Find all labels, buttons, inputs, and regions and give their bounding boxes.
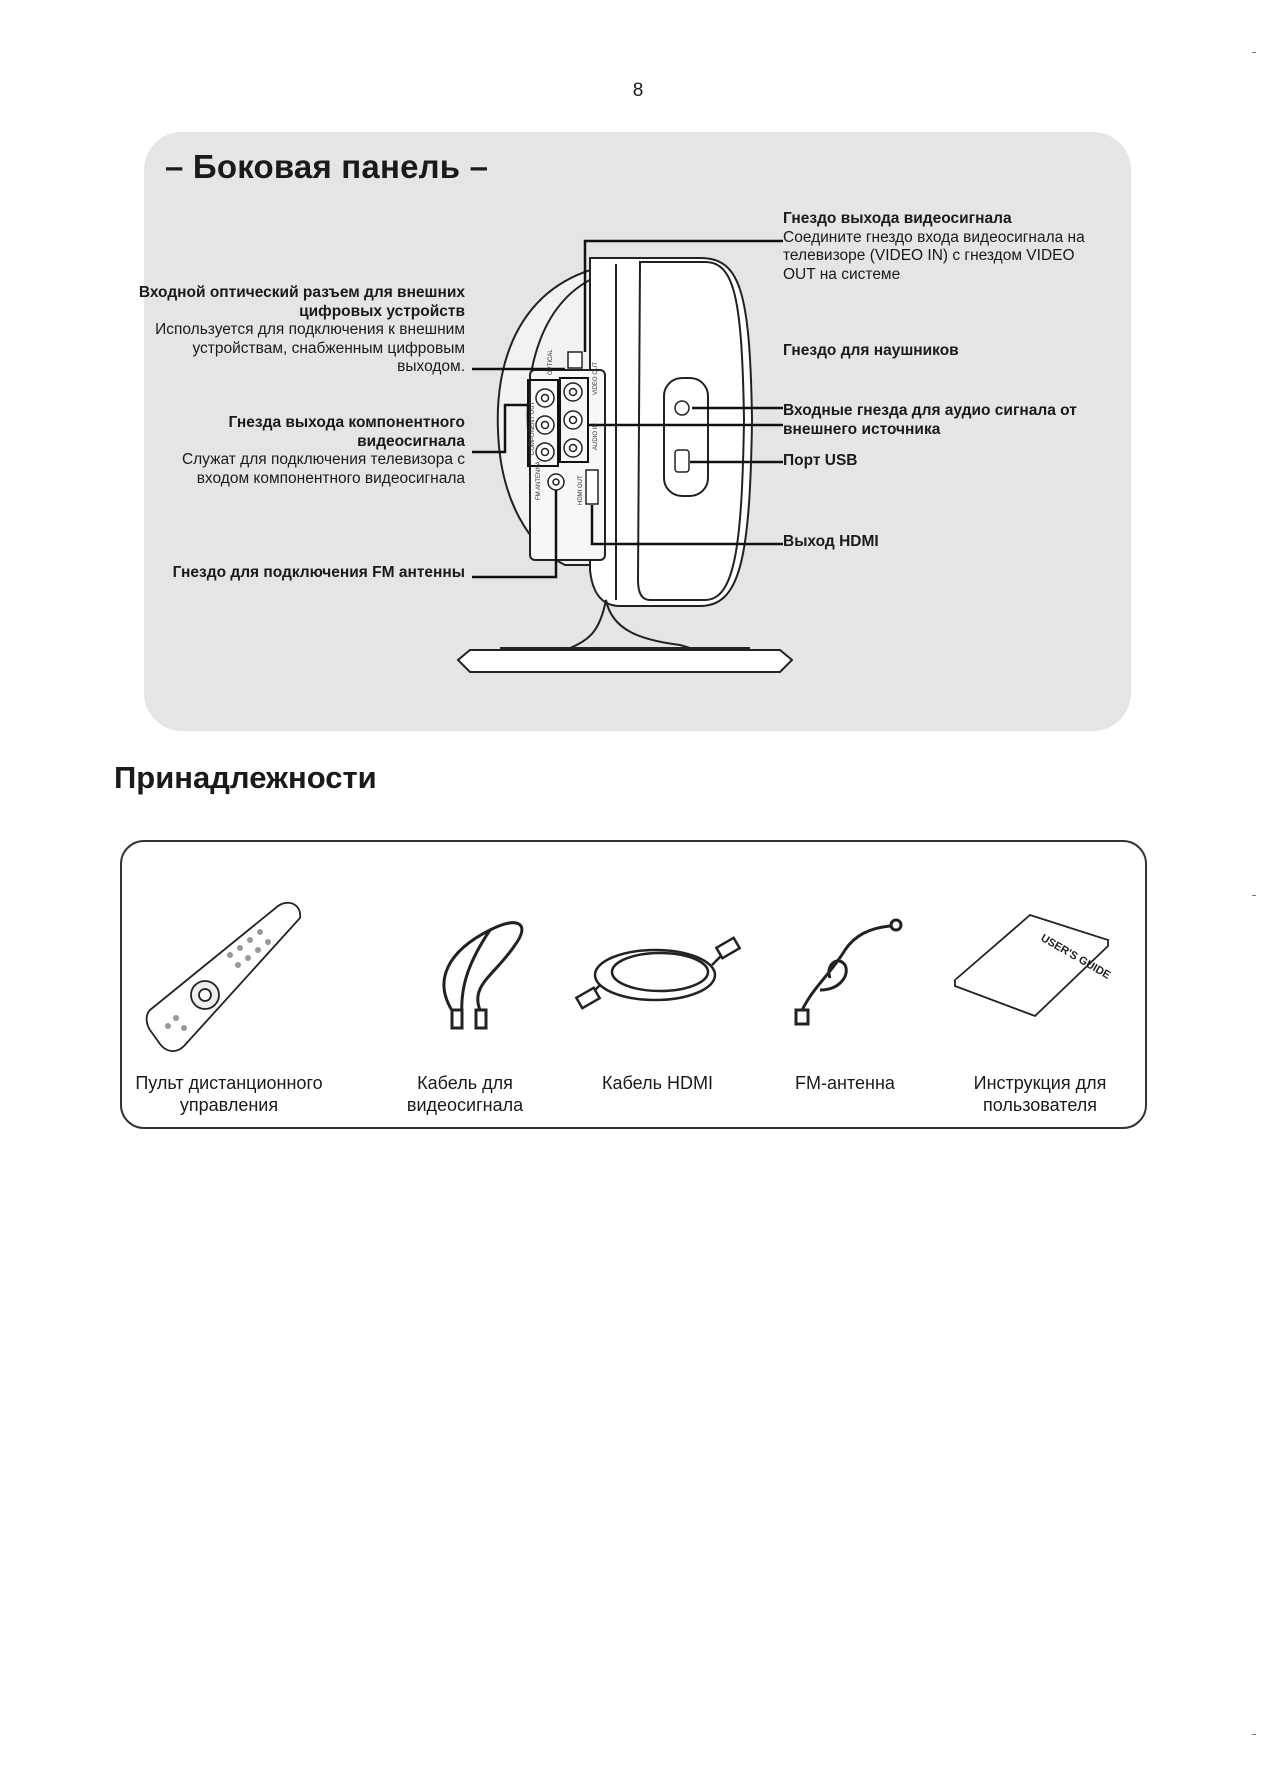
callout-text: телевизоре (VIDEO IN) с гнездом VIDEO — [783, 247, 1075, 264]
remote-control-icon — [147, 903, 301, 1051]
callout-text: OUT на системе — [783, 265, 901, 283]
optical-label: OPTICAL — [548, 349, 554, 375]
fm-label: FM ANTENNA — [536, 461, 542, 500]
hdmi-label: HDMI OUT — [578, 475, 584, 505]
margin-tick — [1252, 52, 1256, 53]
component-label: COMPONENT OUT — [530, 401, 536, 455]
accessory-label-user-guide — [950, 1072, 1130, 1116]
guide-cover-text: USER'S GUIDE — [1038, 932, 1113, 982]
accessory-label-line: Пульт дистанционного — [135, 1073, 323, 1093]
callout-text: Служат для подключения телевизора с — [181, 451, 465, 468]
fm-antenna-icon — [796, 920, 901, 1024]
callout-title: видеосигнала — [357, 432, 465, 450]
user-guide-icon — [955, 915, 1112, 1016]
margin-tick — [1252, 1734, 1256, 1735]
accessory-label-line: видеосигнала — [406, 1095, 524, 1115]
callout-text: входом компонентного видеосигнала — [196, 469, 465, 487]
margin-tick — [1252, 895, 1256, 896]
callout-title: Входной оптический разъем для внешних — [138, 284, 465, 301]
accessory-label-remote — [124, 1072, 334, 1116]
video-cable-icon — [444, 923, 522, 1028]
callout-text: выходом. — [397, 358, 465, 375]
accessory-label-line: FM-антенна — [795, 1073, 895, 1093]
accessory-label-line: пользователя — [983, 1095, 1097, 1115]
accessory-label-line: Кабель HDMI — [602, 1073, 713, 1093]
accessories-title: Принадлежности — [114, 760, 377, 795]
hdmi-cable-icon — [576, 938, 739, 1008]
accessory-label-line: Инструкция для — [973, 1073, 1107, 1093]
accessory-label-video-cable — [370, 1072, 560, 1116]
accessory-label-line: управления — [179, 1095, 279, 1115]
callout-text: Используется для подключения к внешним — [155, 321, 465, 338]
side-panel-title: – Боковая панель – — [165, 148, 489, 185]
callout-title: внешнего источника — [783, 420, 941, 438]
callout-text: Соедините гнездо входа видеосигнала на — [783, 228, 1085, 246]
callout-title: Входные гнезда для аудио сигнала от — [783, 402, 1077, 419]
callout-title: Гнездо для наушников — [783, 342, 959, 359]
callout-title: Порт USB — [783, 452, 858, 469]
callout-title: Гнездо для подключения FM антенны — [172, 564, 465, 581]
page-number: 8 — [632, 80, 644, 101]
callout-text: устройствам, снабженным цифровым — [192, 339, 465, 357]
callout-title: Выход HDMI — [783, 533, 879, 550]
audio-in-label: AUDIO IN — [593, 423, 599, 450]
video-out-label: VIDEO OUT — [593, 361, 599, 395]
callout-title: цифровых устройств — [299, 302, 465, 320]
accessory-label-line: Кабель для — [417, 1073, 513, 1093]
accessory-label-fm-antenna — [765, 1072, 925, 1094]
callout-title: Гнезда выхода компонентного — [228, 414, 465, 431]
callout-title: Гнездо выхода видеосигнала — [783, 210, 1012, 227]
accessory-label-hdmi-cable — [570, 1072, 745, 1094]
